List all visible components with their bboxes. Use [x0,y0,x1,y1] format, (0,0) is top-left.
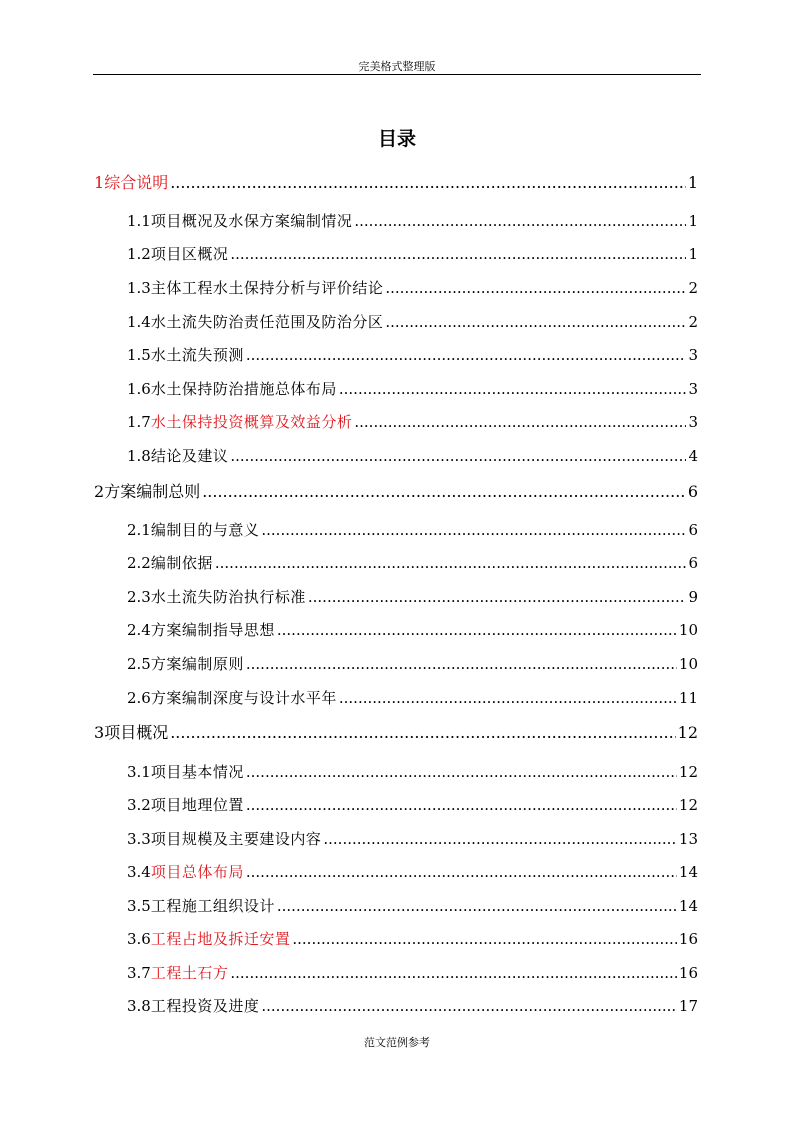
toc-entry[interactable] [127,378,698,399]
toc-entry-page: 12 [678,796,698,814]
toc-entry-page: 3 [688,413,698,431]
toc-entry-label: 工程施工组织设计 [150,897,275,915]
toc-entry-number: 3.3 [127,830,151,848]
toc-entry[interactable] [94,170,698,193]
toc-entry-page: 6 [688,554,698,572]
toc-dot-leader [261,521,686,539]
toc-dot-leader [230,447,686,465]
toc-entry-page: 12 [677,723,698,742]
toc-entry[interactable] [127,995,698,1016]
toc-entry-page: 17 [678,997,698,1015]
toc-dot-leader [354,413,686,431]
toc-entry-label: 项目区概况 [150,245,229,263]
toc-entry-number: 3.4 [127,863,151,881]
toc-dot-leader [354,212,686,230]
toc-entry-number: 2.1 [127,521,151,539]
toc-entry-label: 水土流失预测 [150,346,244,364]
toc-dot-leader [246,763,677,781]
toc-dot-leader [246,796,677,814]
toc-entry[interactable] [127,619,698,640]
toc-entry-number: 1.1 [127,212,151,230]
toc-entry-number: 2.6 [127,689,151,707]
toc-entry-label: 工程投资及进度 [150,997,260,1015]
toc-entry-label: 方案编制总则 [104,482,201,501]
toc-dot-leader [246,346,687,364]
toc-entry[interactable] [94,720,698,743]
toc-entry[interactable] [127,277,698,298]
toc-entry-number: 3.5 [127,897,151,915]
toc-entry-number: 2 [94,482,105,501]
toc-entry-page: 9 [688,588,698,606]
toc-entry-label: 水土保持投资概算及效益分析 [150,413,353,431]
toc-entry-label: 编制依据 [150,554,213,572]
toc-entry[interactable] [127,928,698,949]
toc-entry-number: 3.1 [127,763,151,781]
toc-entry-label: 综合说明 [104,173,169,192]
toc-entry[interactable] [127,687,698,708]
toc-entry-page: 1 [687,173,698,192]
toc-entry[interactable] [127,519,698,540]
toc-entry[interactable] [127,586,698,607]
toc-entry-label: 水土流失防治执行标准 [150,588,306,606]
toc-entry-page: 11 [678,689,698,707]
toc-entry-page: 10 [678,621,698,639]
toc-entry-number: 1.4 [127,313,151,331]
toc-entry-page: 13 [678,830,698,848]
toc-dot-leader [170,173,686,192]
toc-dot-leader [323,830,677,848]
toc-entry-label: 结论及建议 [150,447,229,465]
toc-entry-page: 12 [678,763,698,781]
toc-entry[interactable] [127,210,698,231]
toc-entry-page: 4 [688,447,698,465]
toc-entry-label: 工程土石方 [150,964,229,982]
toc-entry-number: 1.2 [127,245,151,263]
toc-entry-page: 3 [688,380,698,398]
toc-entry-page: 6 [687,482,698,501]
toc-entry[interactable] [127,761,698,782]
toc-entry-page: 1 [688,245,698,263]
toc-entry-label: 项目概况 [104,723,169,742]
toc-entry-label: 水土流失防治责任范围及防治分区 [150,313,384,331]
toc-entry-label: 方案编制原则 [150,655,244,673]
toc-entry-page: 14 [678,863,698,881]
toc-dot-leader [246,863,677,881]
toc-entry-page: 1 [688,212,698,230]
toc-entry-number: 1.5 [127,346,151,364]
toc-entry-number: 2.2 [127,554,151,572]
toc-entry[interactable] [127,243,698,264]
toc-entry-number: 2.5 [127,655,151,673]
toc-entry-page: 16 [678,930,698,948]
toc-entry-label: 工程占地及拆迁安置 [150,930,291,948]
toc-entry[interactable] [127,828,698,849]
toc-dot-leader [230,964,677,982]
toc-entry-number: 1.3 [127,279,151,297]
toc-entry-label: 编制目的与意义 [150,521,260,539]
toc-entry[interactable] [127,895,698,916]
toc-entry-page: 14 [678,897,698,915]
toc-dot-leader [277,621,677,639]
toc-entry-number: 1.8 [127,447,151,465]
toc-entry[interactable] [127,344,698,365]
toc-dot-leader [308,588,687,606]
toc-entry-page: 16 [678,964,698,982]
toc-entry-number: 1.7 [127,413,151,431]
toc-dot-leader [202,482,686,501]
toc-title: 目录 [377,128,416,150]
toc-entry-label: 水土保持防治措施总体布局 [150,380,337,398]
toc-entry-label: 方案编制深度与设计水平年 [150,689,337,707]
toc-dot-leader [170,723,675,742]
header-rule [93,74,701,75]
toc-entry-page: 6 [688,521,698,539]
toc-entry-page: 2 [688,313,698,331]
toc-entry-label: 项目基本情况 [150,763,244,781]
toc-entry-page: 2 [688,279,698,297]
toc-entry[interactable] [127,861,698,882]
toc-entry-number: 3 [94,723,105,742]
toc-entry-label: 项目规模及主要建设内容 [150,830,322,848]
toc-entry[interactable] [94,479,698,502]
toc-entry[interactable] [127,653,698,674]
toc-entry-number: 1 [94,173,105,192]
toc-entry-label: 主体工程水土保持分析与评价结论 [150,279,384,297]
toc-entry-label: 项目总体布局 [150,863,244,881]
toc-dot-leader [215,554,687,572]
toc-entry[interactable] [127,794,698,815]
toc-entry-number: 2.3 [127,588,151,606]
toc-entry[interactable] [127,411,698,432]
toc-entry[interactable] [127,445,698,466]
toc-entry-label: 项目地理位置 [150,796,244,814]
toc-dot-leader [230,245,686,263]
toc-entry-number: 3.2 [127,796,151,814]
toc-entry-number: 3.6 [127,930,151,948]
toc-dot-leader [277,897,677,915]
toc-entry[interactable] [127,962,698,983]
toc-entry-page: 3 [688,346,698,364]
toc-entry[interactable] [127,311,698,332]
toc-dot-leader [261,997,677,1015]
toc-dot-leader [246,655,677,673]
toc-entry[interactable] [127,552,698,573]
toc-entry-page: 10 [678,655,698,673]
toc-entry-label: 项目概况及水保方案编制情况 [150,212,353,230]
toc-dot-leader [385,313,686,331]
toc-entry-number: 1.6 [127,380,151,398]
toc-dot-leader [339,380,687,398]
toc-entry-number: 3.7 [127,964,151,982]
toc-dot-leader [385,279,686,297]
toc-entry-number: 2.4 [127,621,151,639]
page-header: 完美格式整理版 [358,60,436,73]
toc-dot-leader [339,689,677,707]
toc-entry-number: 3.8 [127,997,151,1015]
toc-dot-leader [292,930,677,948]
page-footer: 范文范例参考 [364,1036,430,1049]
toc-entry-label: 方案编制指导思想 [150,621,275,639]
